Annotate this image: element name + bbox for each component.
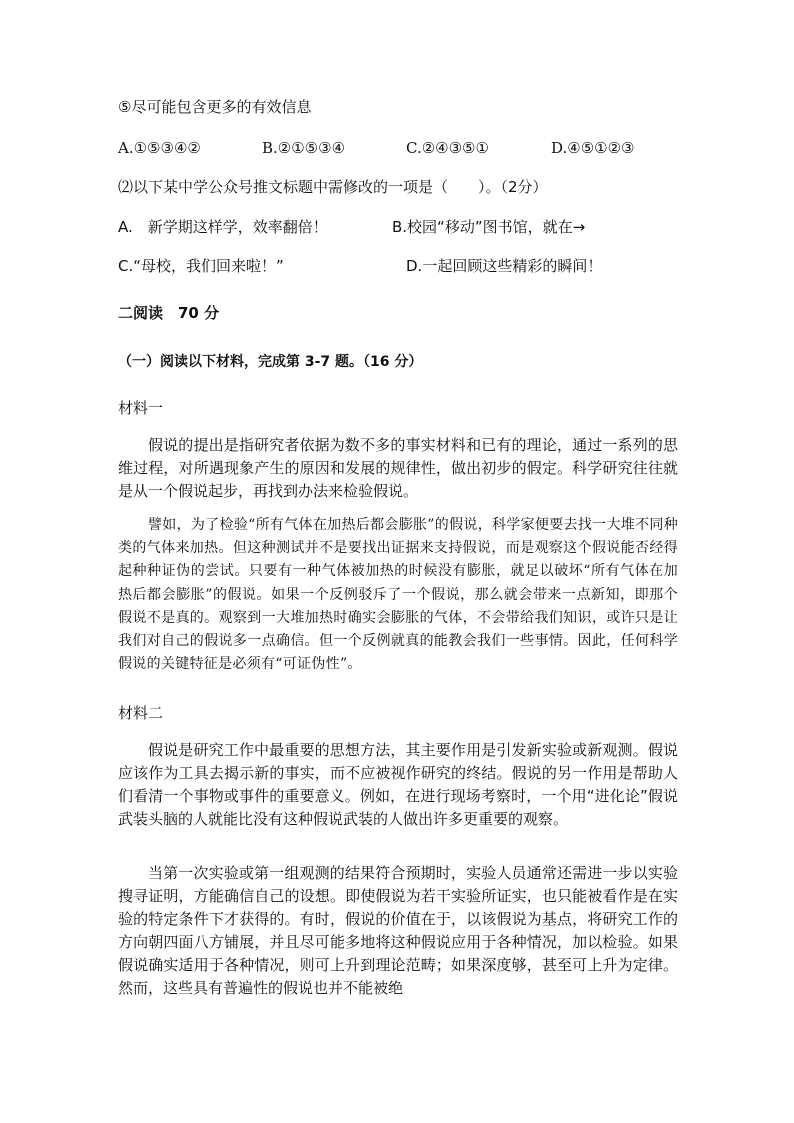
option-d: D.④⑤①②③ xyxy=(551,139,635,157)
option-c: C.“母校，我们回来啦！” xyxy=(118,257,284,275)
option-c: C.②④③⑤① xyxy=(406,139,489,157)
material-2-paragraph-1: 假说是研究工作中最重要的思想方法，其主要作用是引发新实验或新观测。假说应该作为工具去揭示新的事实，而不应被视作研究的终结。假说的另一作用是帮助人们看清一个事物或事件的重要意义。例如，在进行现场考察时，一个用“进化论”假说武装头脑的人就能比没有这种假说武装的人做出许多更重要的观察。 xyxy=(118,741,678,828)
option-d: D.一起回顾这些精彩的瞬间！ xyxy=(406,257,603,275)
section-subtitle: （一）阅读以下材料，完成第 3-7 题。（16 分） xyxy=(118,354,423,370)
option-b: B.校园“移动”图书馆，就在→ xyxy=(392,218,586,236)
option-b: B.②①⑤③④ xyxy=(262,139,346,157)
section-title: 二阅读 70 分 xyxy=(118,304,220,322)
material-2-paragraph-2: 当第一次实验或第一组观测的结果符合预期时，实验人员通常还需进一步以实验搜寻证明，方能确信自己的设想。即使假说为若干实验所证实，也只能被看作是在实验的特定条件下才获得的。有时，假说的价值在于，以该假说为基点，将研究工作的方向朝四面八方铺展，并且尽可能多地将这种假说应用于各种情况，加以检验。如果假说确实适用于各种情况，则可上升到理论范畴；如果深度够，甚至可上升为定律。然而，这些具有普遍性的假说也并不能被绝 xyxy=(118,864,678,997)
option-a: A. 新学期这样学，效率翻倍！ xyxy=(118,218,328,236)
question-2-stem: ⑵以下某中学公众号推文标题中需修改的一项是（ ）。（2分） xyxy=(118,178,548,196)
material-1-quote: 譬如，为了检验“所有气体在加热后都会膨胀”的假说，科学家便要去找一大堆不同种类的气体来加热。但这种测试并不是要找出证据来支持假说，而是观察这个假说能否经得起种种证伪的尝试。只要有一种气体被加热的时候没有膨胀，就足以破坏“所有气体在加热后都会膨胀”的假说。如果一个反例驳斥了一个假说，那么就会带来一点新知，即那个假说不是真的。观察到一大堆加热时确实会膨胀的气体，不会带给我们知识，或许只是让我们对自己的假说多一点确信。但一个反例就真的能教会我们一些事情。因此，任何科学假说的关键特征是必须有“可证伪性”。 xyxy=(118,517,678,673)
material-1-paragraph: 假说的提出是指研究者依据为数不多的事实材料和已有的理论，通过一系列的思维过程，对所遇现象产生的原因和发展的规律性，做出初步的假定。科学研究往往就是从一个假说起步，再找到办法来检验假说。 xyxy=(118,436,678,500)
material-2-label: 材料二 xyxy=(118,704,164,722)
option-a: A.①⑤③④② xyxy=(118,139,201,157)
item-5-text: ⑤尽可能包含更多的有效信息 xyxy=(118,98,312,116)
material-1-label: 材料一 xyxy=(118,399,164,417)
